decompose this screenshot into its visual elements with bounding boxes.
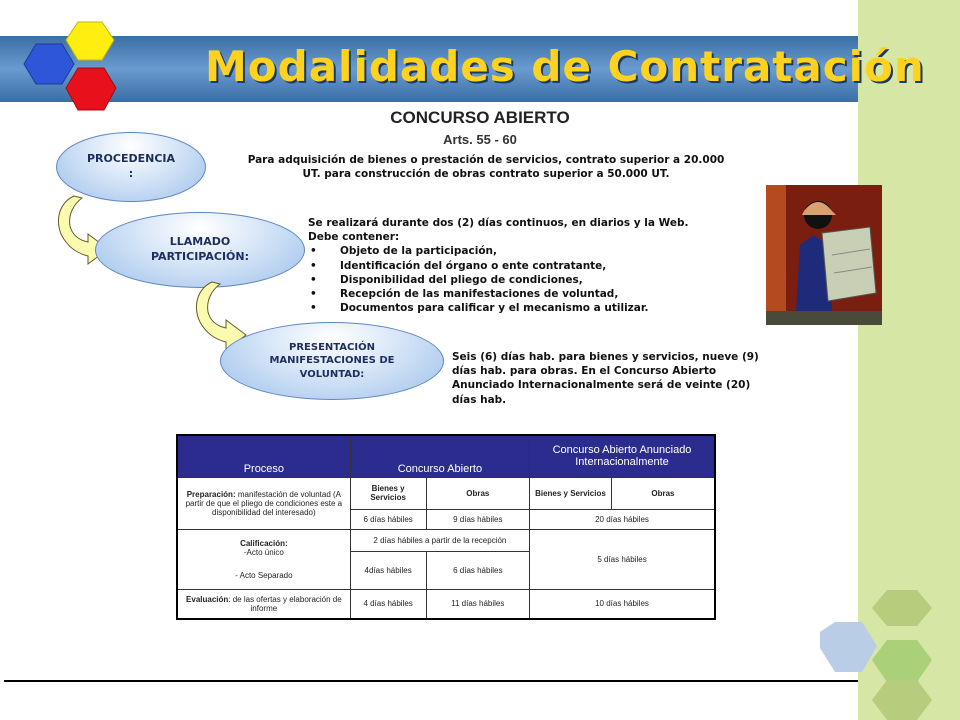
section-articles: Arts. 55 - 60 [443,132,517,147]
step-llamado-text [308,216,738,315]
timeline-table [176,434,716,620]
table-cell: 6 días hábiles [426,551,530,589]
table-subheader: Obras [426,477,530,509]
step-label: LLAMADO [169,235,231,249]
list-item: • Identificación del órgano o ente contratante, [308,259,738,273]
table-cell: 10 días hábiles [530,589,715,619]
sidebar-hexagons-decoration [810,588,960,720]
step-text-line: Se realizará durante dos (2) días continuos, en diarios y la Web. [308,217,689,229]
row-label-bold: Calificación: [240,538,288,548]
step-label: VOLUNTAD: [299,368,365,380]
step-label: PRESENTACIÓN [289,341,375,353]
logo-hexagons [18,20,128,116]
section-title: CONCURSO ABIERTO [390,108,570,127]
table-cell: 11 días hábiles [426,589,530,619]
row-label-rest: : de las ofertas y elaboración de informe [228,594,342,613]
row-label-rest: manifestación de voluntad (A partir de que el pliego de condiciones este a disponibilidad del interesado) [185,489,343,517]
step-presentacion-oval [220,322,444,400]
table-row-label [177,589,350,619]
step-label: MANIFESTACIONES DE [269,355,395,367]
list-item: • Disponibilidad del pliego de condiciones, [308,273,738,287]
table-cell: 4días hábiles [350,551,426,589]
step-procedencia-text [226,153,746,181]
table-subheader: Bienes y Servicios [350,477,426,509]
table-header: Proceso [177,435,350,477]
page-title: Modalidades de Contratación [205,42,925,91]
step-text-line: UT. para construcción de obras contrato superior a 50.000 UT. [302,168,670,181]
worker-with-blueprint-picture [766,185,882,325]
row-label-line: -Acto único [243,547,284,557]
step-text-line: Debe contener: [308,231,400,244]
table-subheader: Obras [611,477,715,509]
table-header: Concurso Abierto [350,435,529,477]
list-item: • Documentos para calificar y el mecanismo a utilizar. [308,301,738,315]
step-label: PARTICIPACIÓN: [151,250,249,263]
table-cell: 5 días hábiles [530,529,715,589]
table-row-label [177,477,350,529]
step-label: : [128,167,134,180]
row-label-line: - Acto Separado [235,570,293,580]
step-label: PROCEDENCIA [87,152,175,166]
list-item: • Recepción de las manifestaciones de voluntad, [308,287,738,301]
table-header: Concurso Abierto Anunciado Internacionalmente [530,435,715,477]
table-cell: 20 días hábiles [530,509,715,529]
table-row-label [177,529,350,589]
row-label-bold: Preparación: [186,489,236,499]
list-item: • Objeto de la participación, [308,244,738,258]
table-cell: 9 días hábiles [426,509,530,529]
step-text-line: Para adquisición de bienes o prestación de servicios, contrato superior a 20.000 [247,154,725,166]
table-cell: 2 días hábiles a partir de la recepción [350,529,529,551]
step-procedencia-oval [56,132,206,202]
row-label-bold: Evaluación [186,594,229,604]
table-cell: 6 días hábiles [350,509,426,529]
step-presentacion-text: Seis (6) días hab. para bienes y servicios, nueve (9) días hab. para obras. En el Concurso Abierto Anunciado Internacionalmente será de veinte (20) días hab. [452,351,759,406]
table-cell: 4 días hábiles [350,589,426,619]
table-subheader: Bienes y Servicios [530,477,612,509]
bottom-divider [4,680,858,682]
step-llamado-oval [95,212,305,288]
